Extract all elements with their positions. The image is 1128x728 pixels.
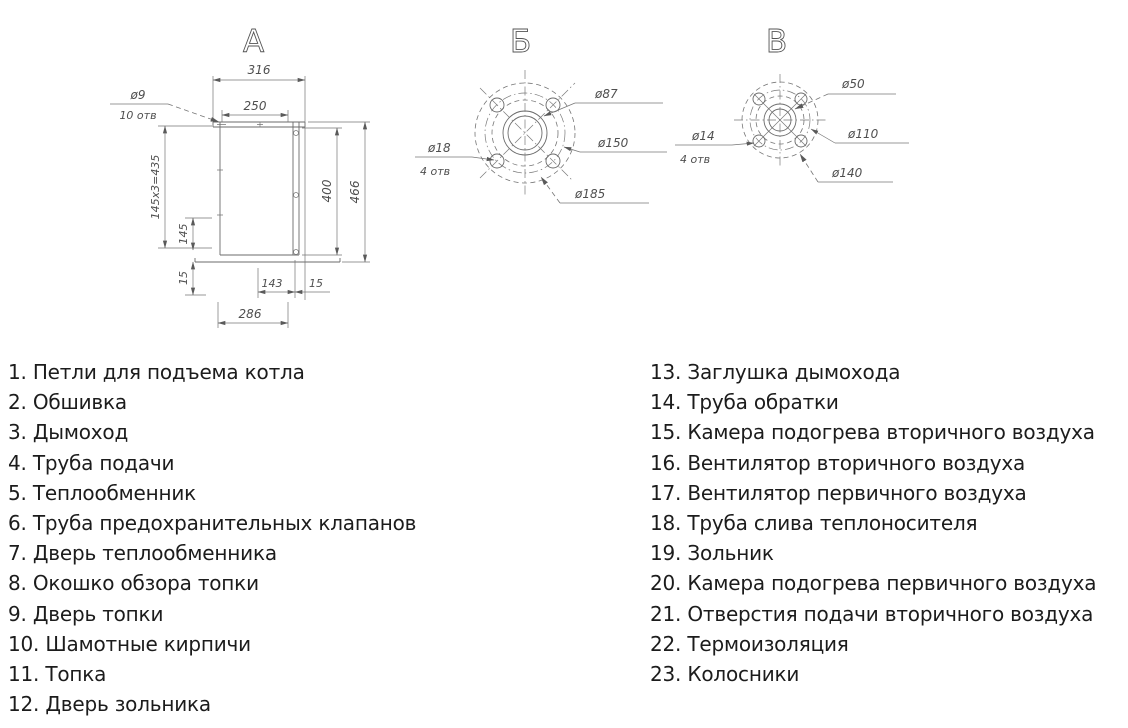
parts-list-item: 18. Труба слива теплоносителя	[650, 511, 978, 536]
parts-list-item: 3. Дымоход	[8, 420, 129, 445]
hole-note-v-dia: ø14	[692, 129, 715, 143]
parts-list-item: 1. Петли для подъема котла	[8, 360, 305, 384]
hole-note-a-count: 10 отв	[119, 109, 157, 122]
dim-250: 250	[243, 99, 267, 113]
parts-list-right	[650, 357, 1096, 689]
dim-d110: ø110	[848, 127, 879, 141]
hole-note-b-count: 4 отв	[420, 165, 451, 178]
hole-note-v-count: 4 отв	[680, 153, 711, 166]
parts-list-item: 6. Труба предохранительных клапанов	[8, 511, 417, 536]
extension-lines	[158, 76, 370, 328]
dim-143: 143	[261, 277, 283, 290]
parts-list-item: 8. Окошко обзора топки	[8, 571, 259, 596]
parts-list-item: 15. Камера подогрева вторичного воздуха	[650, 420, 1095, 445]
hole-note-a-dia: ø9	[130, 88, 146, 102]
dim-d140: ø140	[832, 166, 863, 180]
dim-145: 145	[177, 223, 190, 245]
parts-list-item: 9. Дверь топки	[8, 601, 164, 626]
view-b-title: Б	[510, 24, 532, 60]
parts-list-item: 5. Теплообменник	[8, 480, 197, 505]
flange-b-geometry	[475, 70, 575, 196]
parts-list-item: 23. Колосники	[650, 662, 800, 687]
parts-list-item: 17. Вентилятор первичного воздуха	[650, 480, 1027, 505]
parts-list-left	[8, 357, 416, 719]
hole-note-b-dia: ø18	[428, 141, 451, 155]
dim-15-bottom: 15	[309, 277, 323, 290]
dim-d50: ø50	[842, 77, 865, 91]
dim-15-left: 15	[177, 271, 190, 285]
parts-list-item: 2. Обшивка	[8, 390, 127, 415]
parts-list-item: 7. Дверь теплообменника	[8, 541, 277, 566]
parts-list-item: 20. Камера подогрева первичного воздуха	[650, 571, 1097, 596]
parts-list-item: 19. Зольник	[650, 541, 774, 566]
flange-v-geometry	[734, 74, 826, 166]
parts-list-item: 12. Дверь зольника	[8, 692, 211, 717]
view-v-title: В	[766, 24, 788, 60]
dim-d185: ø185	[575, 187, 606, 201]
view-a-drawing	[100, 10, 400, 355]
dim-d87: ø87	[595, 87, 618, 101]
dim-316: 316	[247, 63, 271, 77]
parts-list-item: 11. Топка	[8, 662, 107, 687]
dim-400: 400	[320, 179, 334, 203]
view-a-title: А	[243, 24, 265, 60]
dim-145x3: 145х3=435	[149, 154, 162, 220]
plate-geometry	[195, 122, 340, 263]
parts-list-item: 4. Труба подачи	[8, 450, 175, 475]
dim-d150: ø150	[598, 136, 629, 150]
parts-list-item: 16. Вентилятор вторичного воздуха	[650, 450, 1026, 475]
parts-list-item: 14. Труба обратки	[650, 390, 839, 415]
parts-list-item: 22. Термоизоляция	[650, 631, 849, 656]
dim-466: 466	[348, 180, 362, 204]
parts-list-item: 13. Заглушка дымохода	[650, 360, 901, 384]
dim-286: 286	[238, 307, 262, 321]
parts-list-item: 10. Шамотные кирпичи	[8, 631, 251, 656]
view-b-drawing	[410, 10, 680, 230]
parts-list-item: 21. Отверстия подачи вторичного воздуха	[650, 601, 1094, 626]
view-v-drawing	[670, 10, 950, 210]
